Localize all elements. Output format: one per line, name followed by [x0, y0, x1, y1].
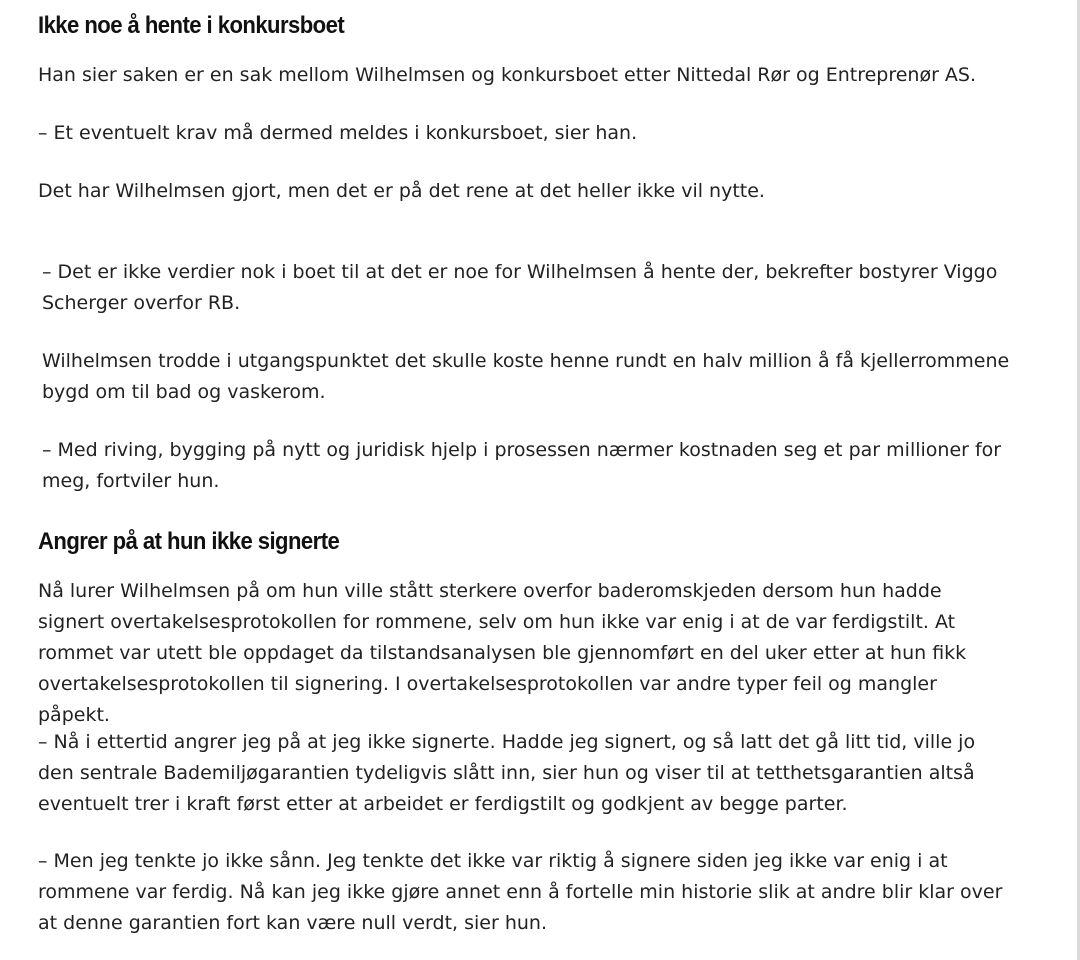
quote-paragraph: – Med riving, bygging på nytt og juridisk hjelp i prosessen nærmer kostnaden seg et par millioner for meg, fortviler hun.: [42, 439, 1002, 492]
quote-paragraph: – Men jeg tenkte jo ikke sånn. Jeg tenkte det ikke var riktig å signere siden jeg ikke var enig i at rommene var ferdig. Nå kan jeg ikke gjøre annet enn å fortelle min historie slik at andre blir klar over at denne garantien fort kan være null verdt, sier hun.: [38, 850, 1003, 934]
paragraph: – Et eventuelt krav må dermed meldes i konkursboet, sier han.: [38, 122, 638, 144]
section-heading-konkursboet: Ikke noe å hente i konkursboet: [38, 12, 345, 39]
paragraph: Det har Wilhelmsen gjort, men det er på det rene at det heller ikke vil nytte.: [38, 180, 765, 202]
paragraph: Wilhelmsen trodde i utgangspunktet det skulle koste henne rundt en halv million å få kjellerrommene bygd om til bad og vaskerom.: [42, 350, 1010, 403]
quote-paragraph: – Nå i ettertid angrer jeg på at jeg ikke signerte. Hadde jeg signert, og så latt det gå litt tid, ville jo den sentrale Bademiljøgarantien tydeligvis slått inn, sier hun og viser til at tetthetsgarantien altså eventuelt trer i kraft først etter at arbeidet er ferdigstilt og godkjent av begge parter.: [38, 731, 976, 815]
paragraph: Nå lurer Wilhelmsen på om hun ville stått sterkere overfor baderomskjeden dersom hun hadde signert overtakelsesprotokollen for rommene, selv om hun ikke var enig i at de var ferdigstilt. At rommet var utett ble oppdaget da tilstandsanalysen ble gjennomført en del uker etter at hun fikk overtakelsesprotokollen til signering. I overtakelsesprotokollen var andre typer feil og mangler påpekt.: [38, 580, 967, 726]
section-heading-angrer: Angrer på at hun ikke signerte: [38, 528, 340, 555]
quote-paragraph: – Det er ikke verdier nok i boet til at det er noe for Wilhelmsen å hente der, bekrefter bostyrer Viggo Scherger overfor RB.: [42, 261, 998, 314]
paragraph: Han sier saken er en sak mellom Wilhelmsen og konkursboet etter Nittedal Rør og Entreprenør AS.: [38, 64, 977, 86]
